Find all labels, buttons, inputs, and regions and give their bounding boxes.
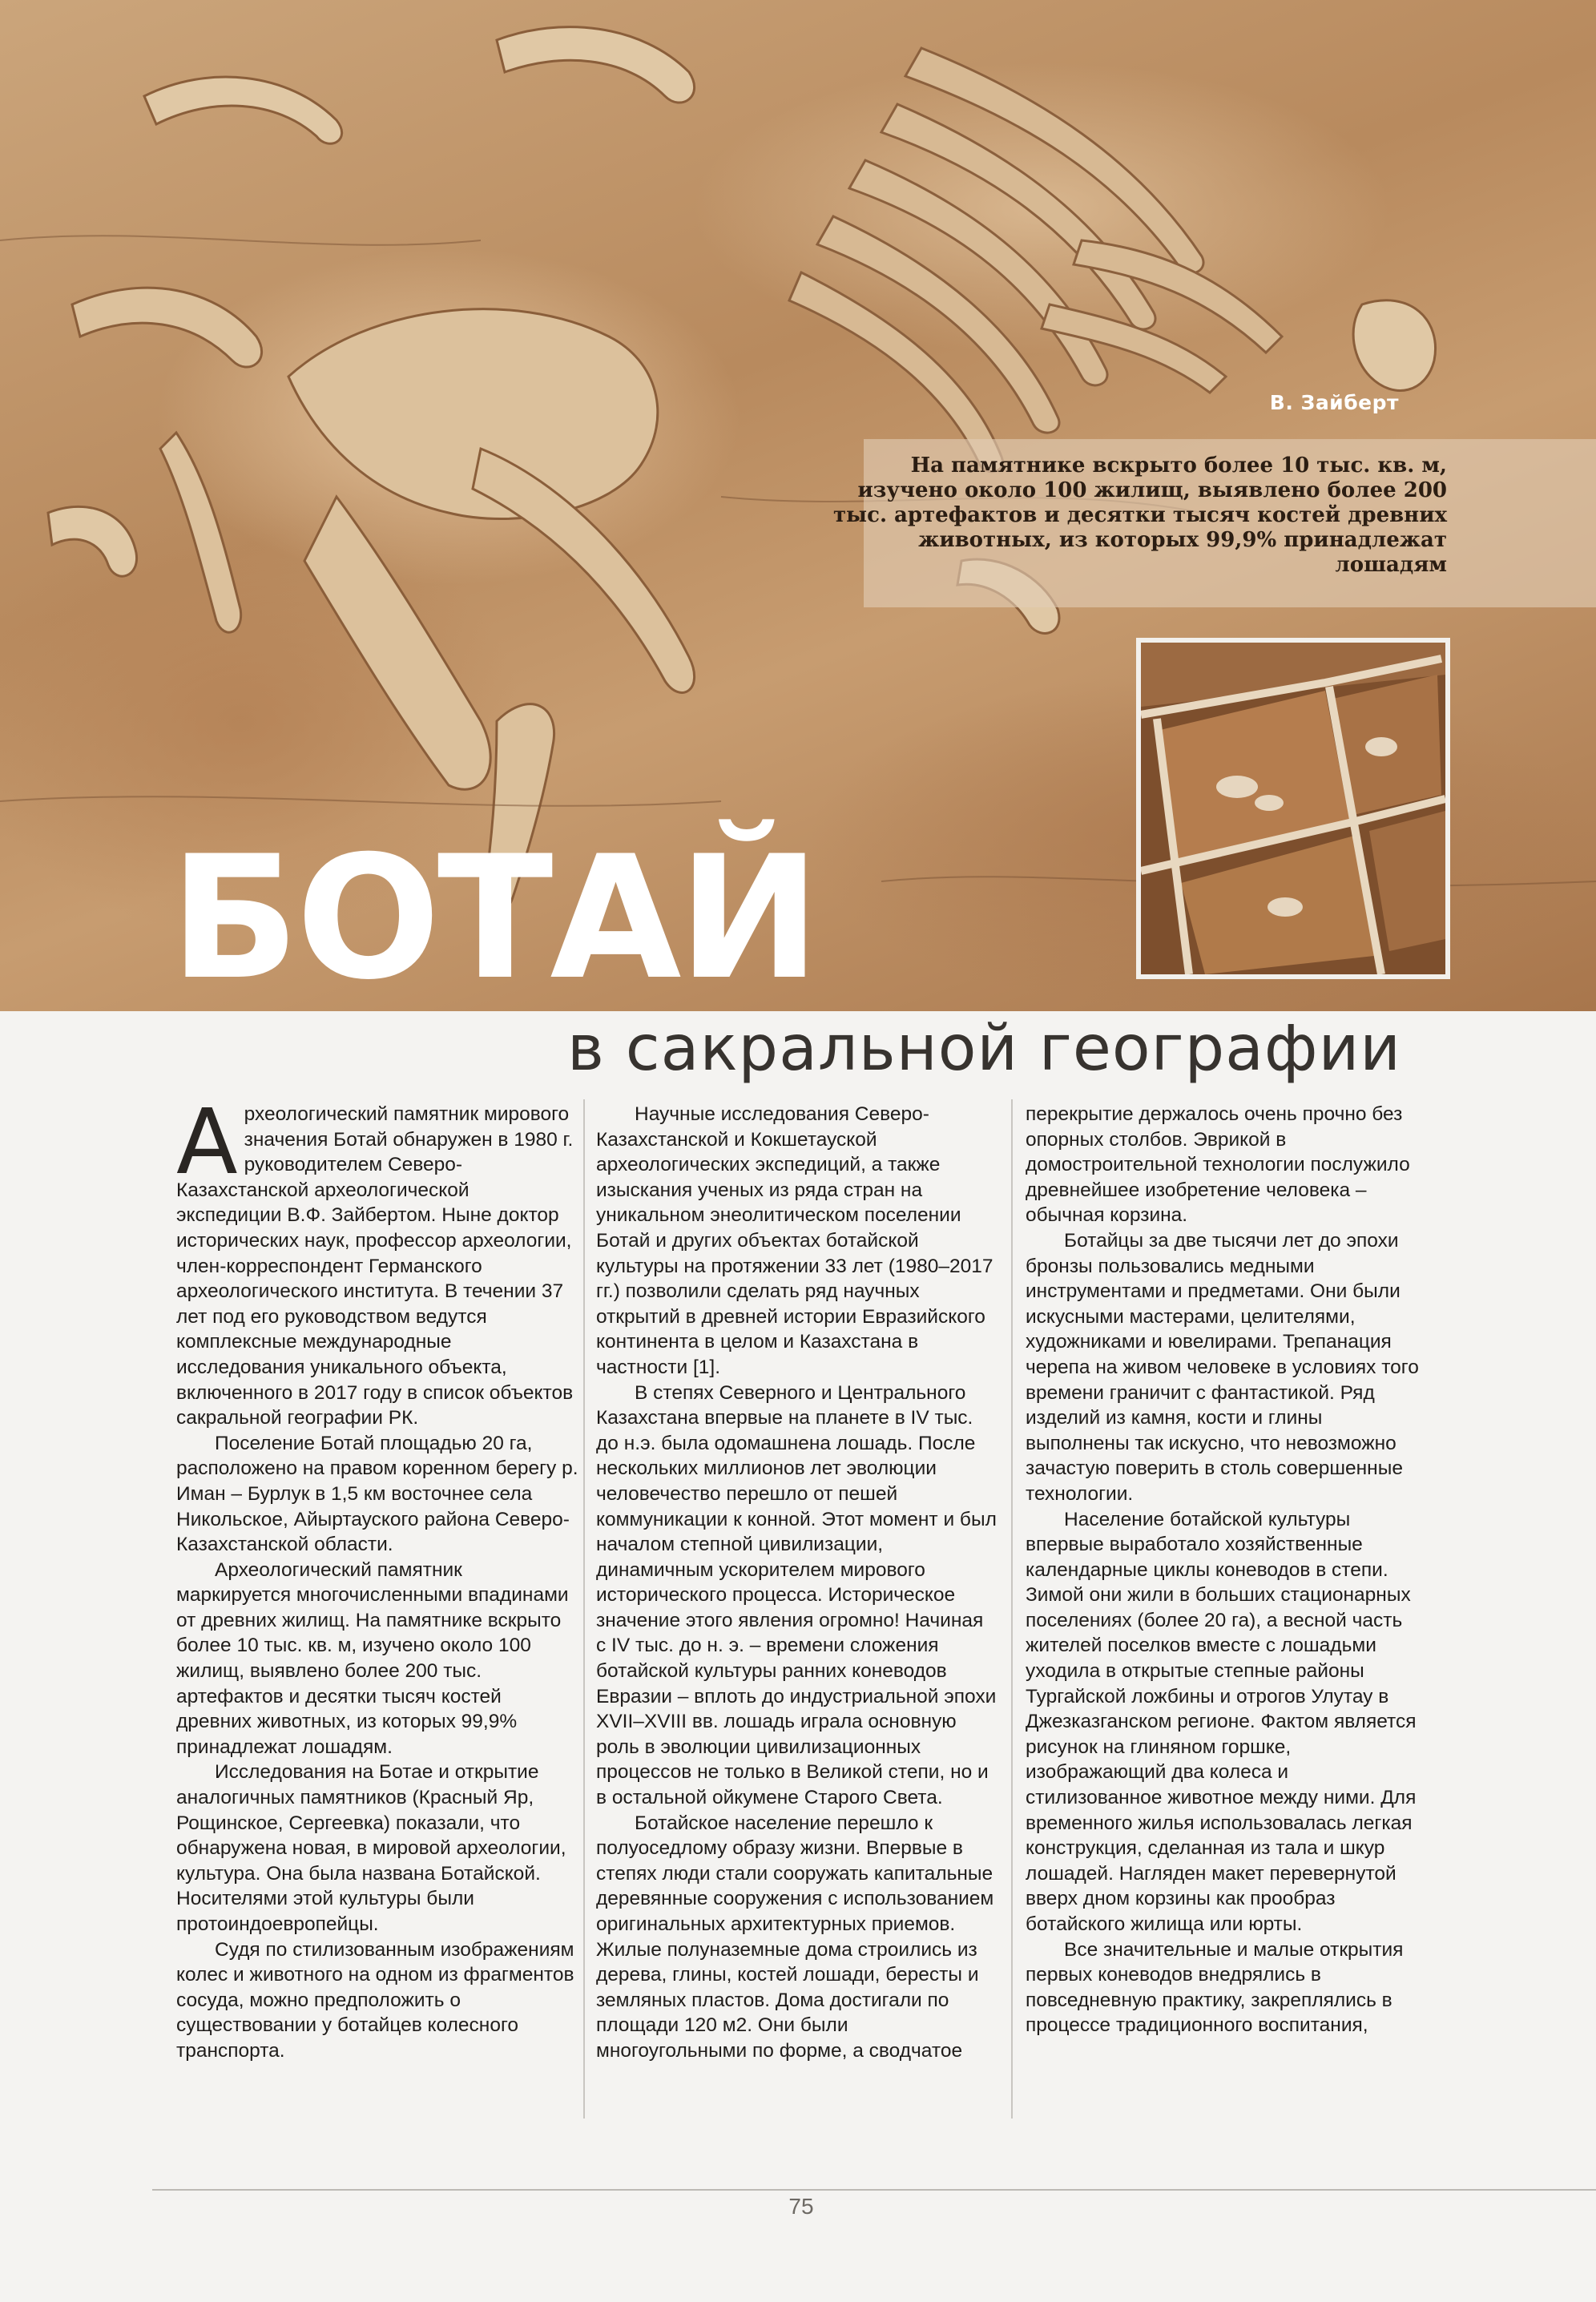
article-subtitle: в сакральной географии (567, 1013, 1401, 1085)
paragraph: Все значительные и малые открытия первых коневодов внедрялись в повседневную практику, закреплялись в процессе традиционного воспитания, (1026, 1938, 1404, 2037)
paragraph: Ботайцы за две тысячи лет до эпохи бронзы пользовались медными инструментами и предметами. Они были искусными мастерами, целителями, художниками и ювелирами. Трепанация черепа на живом человеке в условиях того времени граничит с фантастикой. Ряд изделий из камня, кости и глины выполнены так искусно, что невозможно зачастую поверить в столь совершенные технологии. (1026, 1229, 1419, 1505)
article-column-1 (176, 1091, 578, 2064)
hero-photo (0, 0, 1596, 1011)
paragraph: Судя по стилизованным изображениям колес и животного на одном из фрагментов сосуда, можно предположить о существовании у ботайцев колесного транспорта. (176, 1938, 574, 2062)
excavation-trench-illustration (1141, 643, 1445, 974)
article-title: БОТАЙ (170, 819, 817, 1011)
paragraph: Ботайское население перешло к полуоседлому образу жизни. Впервые в степях люди стали сооружать капитальные деревянные сооружения с использованием оригинальных архитектурных приемов. Жилые полуназемные дома строились из дерева, глины, костей лошади, бересты и земляных пластов. Дома достигали по площади 120 м2. Они были многоугольными по форме, а сводчатое (596, 1812, 994, 2062)
paragraph: Научные исследования Северо-Казахстанской и Кокшетауской археологических экспедиций, а также изыскания ученых из ряда стран на уникальном энеолитическом поселении Ботай и других объектах ботайской культуры на протяжении 33 лет (1980–2017 гг.) позволили сделать ряд научных открытий в древней истории Евразийского континента в целом и Казахстана в частности [1]. (596, 1103, 993, 1378)
paragraph: Поселение Ботай площадью 20 га, расположено на правом коренном берегу р. Иман – Бурлук в 1,5 км восточнее села Никольское, Айыртауского района Северо-Казахстанской области. (176, 1432, 578, 1556)
drop-cap: А (176, 1091, 238, 1195)
paragraph: Население ботайской культуры впервые выработало хозяйственные календарные циклы коневодов в степи. Зимой они жили в больших стационарных поселениях (более 20 га), а весной часть жителей поселков вместе с лошадьми уходила в открытые степные районы Тургайской ложбины и отрогов Улутау в Джезказганском регионе. Фактом является рисунок на глиняном горшке, изображающий два колеса и стилизованное животное между ними. Для временного жилья использовалась легкая конструкция, сделанная из тала и шкур лошадей. Нагляден макет перевернутой вверх дном корзины как прообраз ботайского жилища или юрты. (1026, 1508, 1417, 1935)
photo-caption: На памятнике вскрыто более 10 тыс. кв. м, изучено около 100 жилищ, выявлено более 200 тыс. артефактов и десятки тысяч костей древних животных, из которых 99,9% принадлежат лошадям (832, 454, 1447, 577)
paragraph: В степях Северного и Центрального Казахстана впервые на планете в IV тыс. до н.э. была одомашнена лошадь. После нескольких миллионов лет эволюции человечество перешло от пешей коммуникации к конной. Этот момент и был началом степной цивилизации, динамичным ускорителем мирового исторического процесса. Историческое значение этого явления огромно! Начиная с IV тыс. до н. э. – времени сложения ботайской культуры ранних коневодов Евразии – вплоть до индустриальной эпохи XVII–XVIII вв. лошадь играла основную роль в эволюции цивилизационных процессов не только в Великой степи, но и в остальной ойкумене Старого Света. (596, 1381, 997, 1809)
footer-rule (152, 2189, 1596, 2191)
paragraph: перекрытие держалось очень прочно без опорных столбов. Эврикой в домостроительной технологии послужило древнейшее изобретение человека – обычная корзина. (1026, 1103, 1410, 1227)
excavation-inset-photo (1136, 638, 1450, 979)
article-column-3 (1026, 1102, 1428, 2038)
paragraph: Исследования на Ботае и открытие аналогичных памятников (Красный Яр, Рощинское, Сергеевка) показали, что обнаружена новая, в мировой археологии, культура. Она была названа Ботайской. Носителями этой культуры были протоиндоевропейцы. (176, 1761, 566, 1935)
photo-credit: В. Зайберт (1269, 391, 1399, 414)
paragraph: Археологический памятник маркируется многочисленными впадинами от древних жилищ. На памятнике вскрыто более 10 тыс. кв. м, изучено около 100 жилищ, выявлено более 200 тыс. артефактов и десятки тысяч костей древних животных, из которых 99,9% принадлежат лошадям. (176, 1558, 569, 1758)
paragraph-text: рхеологический памятник мирового значения Ботай обнаружен в 1980 г. руководителем Северо-Казахстанской археологической экспедиции В.Ф. Зайбертом. Ныне доктор исторических наук, профессор археологии, член-корреспондент Германского археологического института. В течении 37 лет под его руководством ведутся комплексные международные исследования уникального объекта, включенного в 2017 году в список объектов сакральной географии РК. (176, 1103, 574, 1429)
paragraph (176, 1091, 578, 1431)
article-column-2 (596, 1102, 998, 2064)
page-number: 75 (788, 2194, 814, 2219)
column-divider (583, 1099, 585, 2119)
column-divider (1011, 1099, 1013, 2119)
